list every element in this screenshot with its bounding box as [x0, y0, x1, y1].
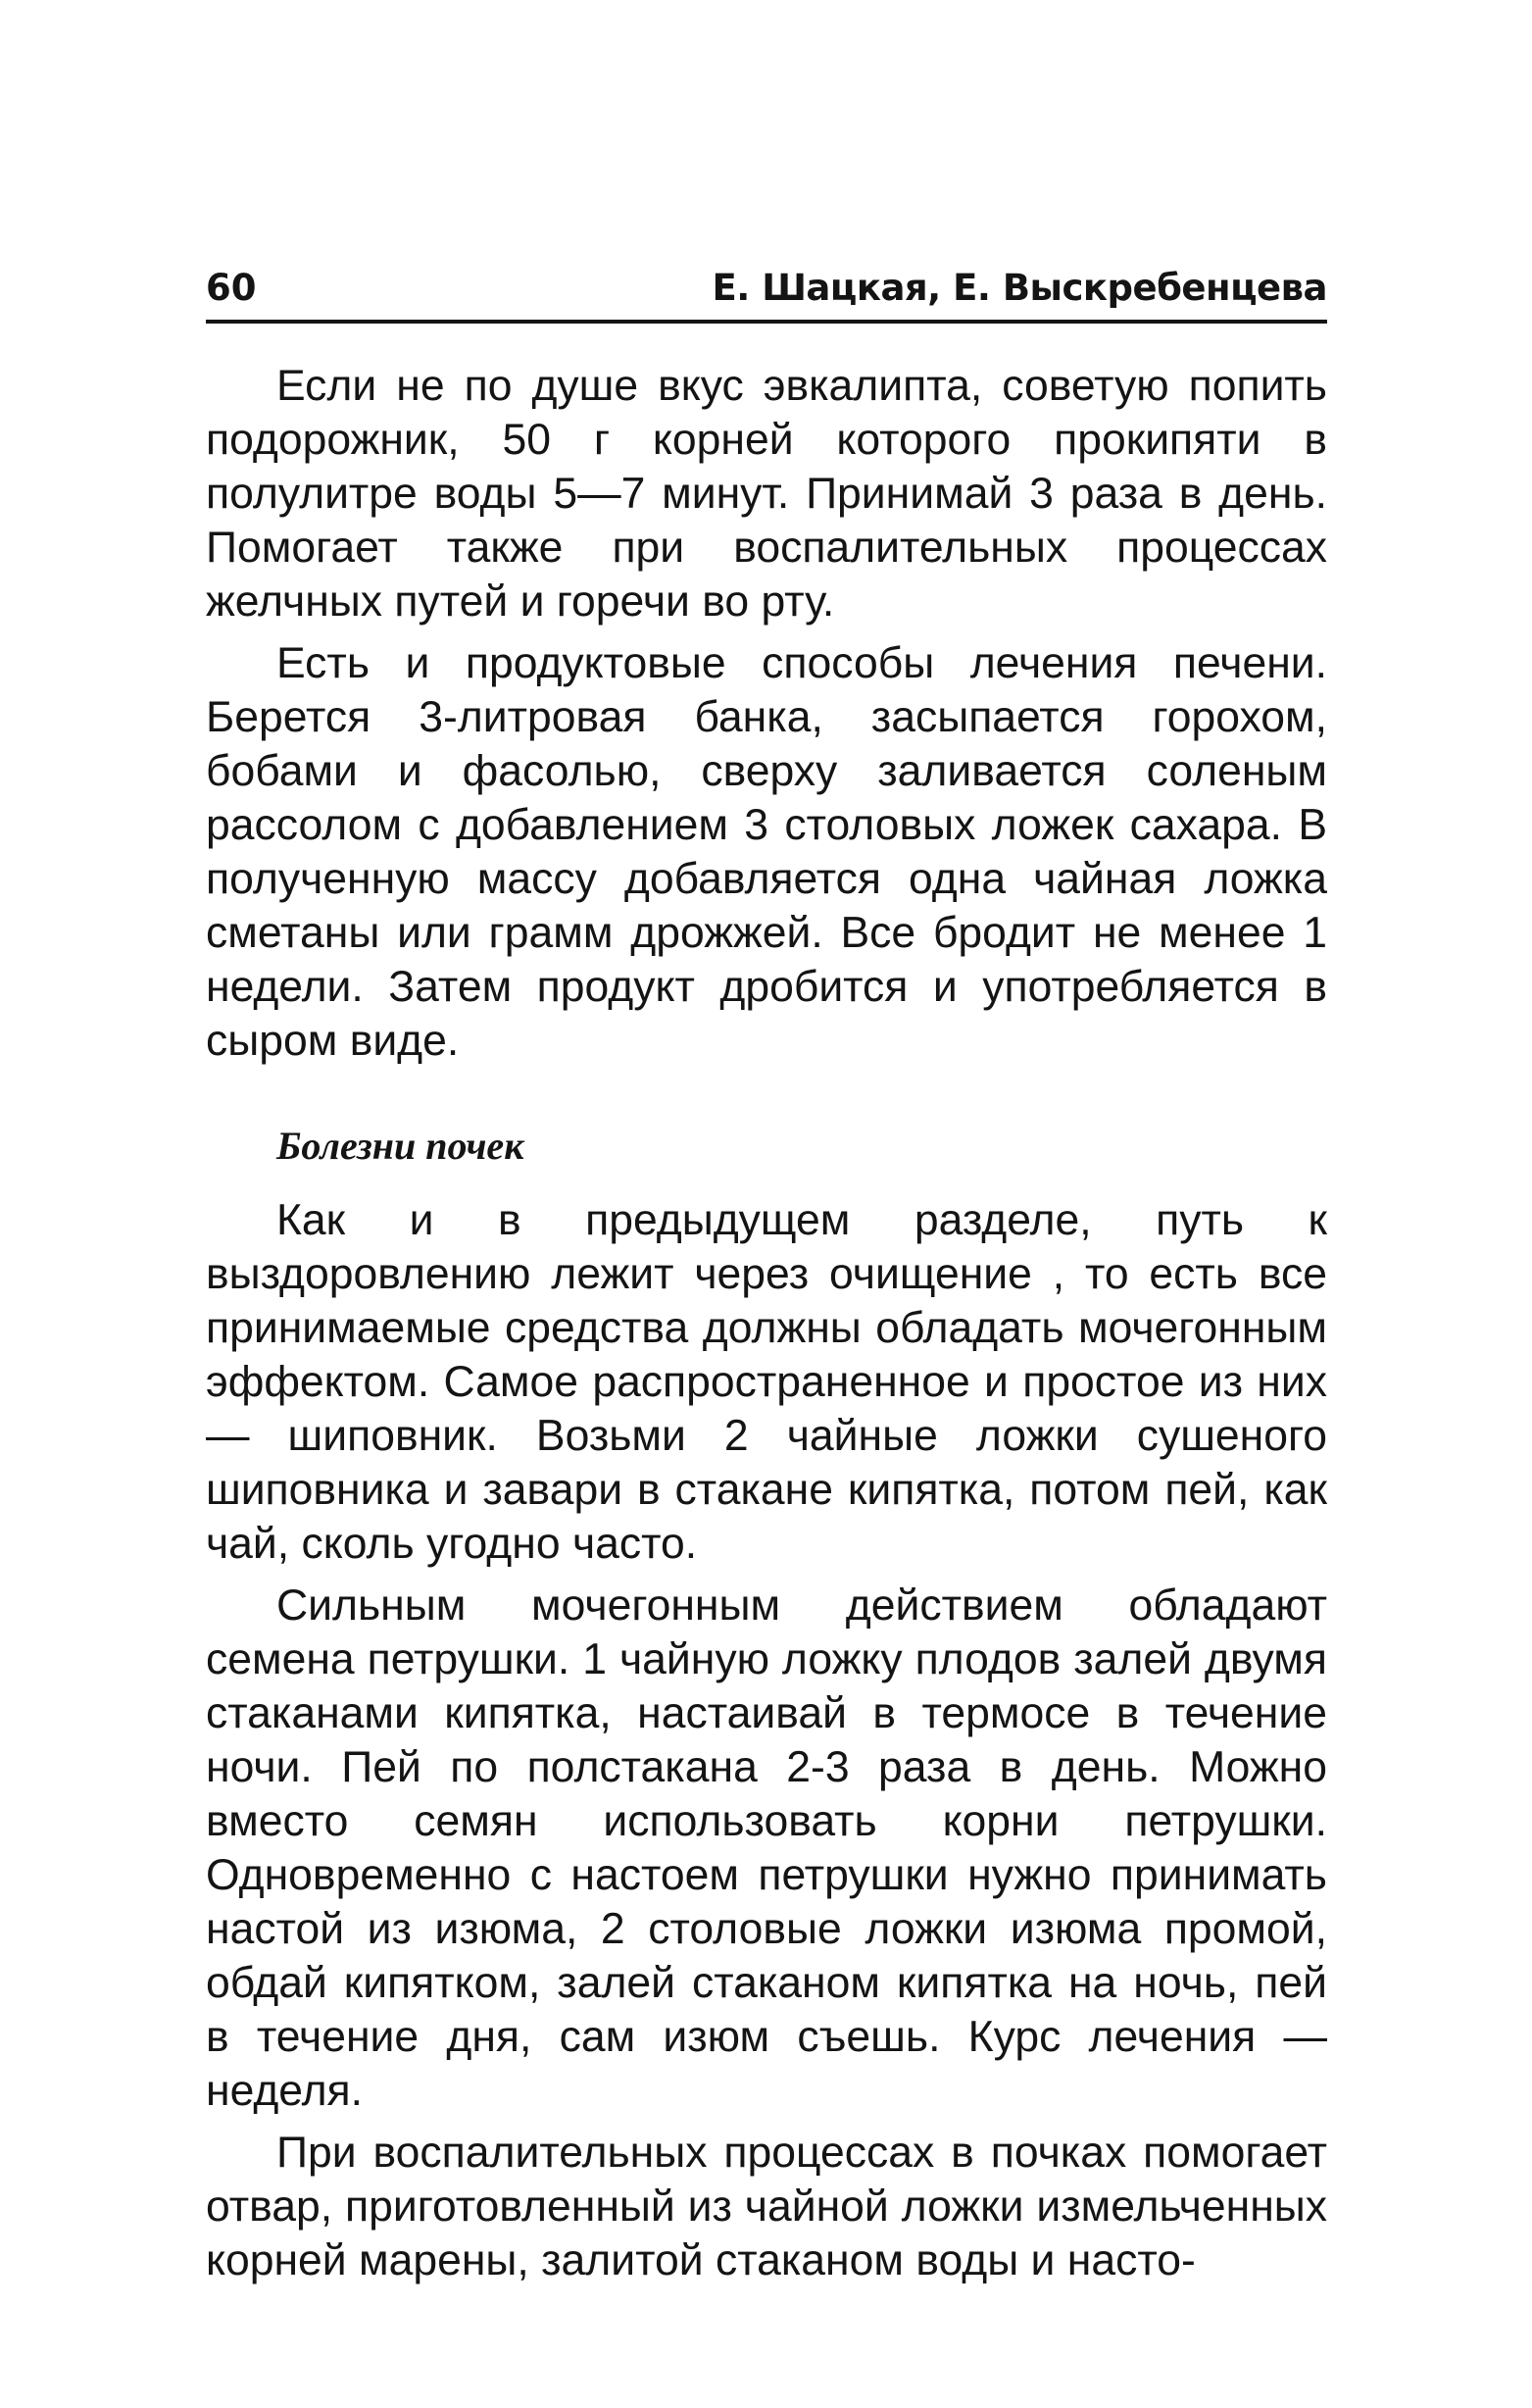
paragraph: Есть и продуктовые способы лечения печени. Берется 3-литровая банка, засыпается горохом, бобами и фасолью, сверху заливается соленым рассолом с добавлением 3 столовых ложек сахара. В полученную массу добавляется одна чайная ложка сметаны или грамм дрожжей. Все бродит не менее 1 недели. Затем продукт дробится и употребляется в сыром виде.	[206, 639, 1327, 1065]
running-header-authors: Е. Шацкая, Е. Выскребенцева	[712, 267, 1327, 309]
paragraph: Как и в предыдущем разделе, путь к выздоровлению лежит через очищение , то есть все принимаемые средства должны обладать мочегонным эффектом. Самое распространенное и простое из них — шиповник. Возьми 2 чайные ложки сушеного шиповника и завари в стакане кипятка, потом пей, как чай, сколь угодно часто.	[206, 1196, 1327, 1568]
paragraph: Если не по душе вкус эвкалипта, советую попить подорожник, 50 г корней которого прокипяти в полулитре воды 5—7 минут. Принимай 3 раза в день. Помогает также при воспалительных процессах желчных путей и горечи во рту.	[206, 362, 1327, 626]
book-page	[206, 265, 1327, 2295]
page-number: 60	[206, 267, 257, 309]
page-body	[206, 359, 1327, 2287]
paragraph: Сильным мочегонным действием обладают семена петрушки. 1 чайную ложку плодов залей двумя стаканами кипятка, настаивай в термосе в течение ночи. Пей по полстакана 2-3 раза в день. Можно вместо семян использовать корни петрушки. Одновременно с настоем петрушки нужно принимать настой из изюма, 2 столовые ложки изюма промой, обдай кипятком, залей стаканом кипятка на ночь, пей в течение дня, сам изюм съешь. Курс лечения — неделя.	[206, 1581, 1327, 2115]
paragraph: При воспалительных процессах в почках помогает отвар, приготовленный из чайной ложки измельченных корней марены, залитой стаканом воды и насто-	[206, 2129, 1327, 2284]
section-heading: Болезни почек	[276, 1124, 524, 1168]
running-header	[206, 265, 1327, 324]
